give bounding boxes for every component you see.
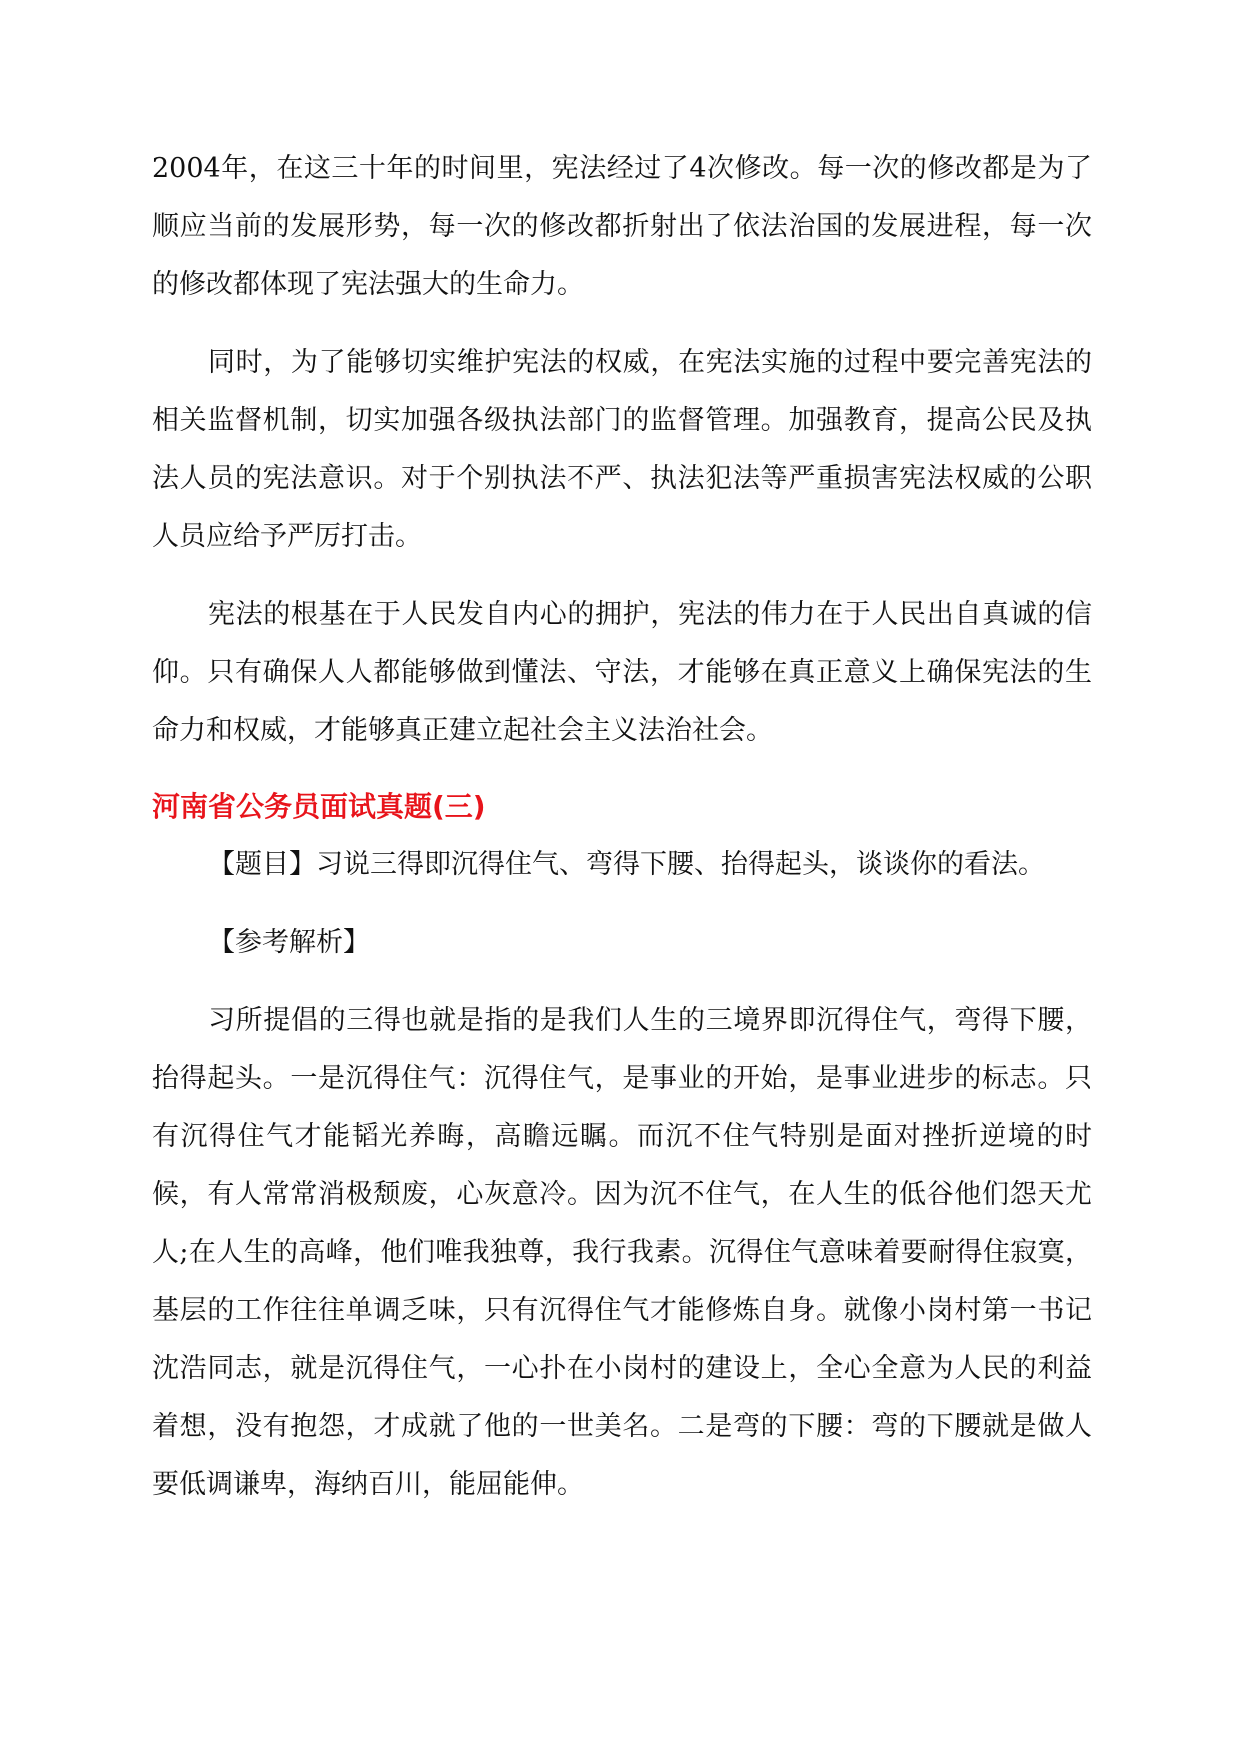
paragraph-supervision-mechanism: 同时，为了能够切实维护宪法的权威，在宪法实施的过程中要完善宪法的相关监督机制，切实加强各级执法部门的监督管理。加强教育，提高公民及执法人员的宪法意识。对于个别执法不严、执法犯法等严重损害宪法权威的公职人员应给予严厉打击。 — [152, 347, 1092, 552]
paragraph-constitution-foundation: 宪法的根基在于人民发自内心的拥护，宪法的伟力在于人民出自真诚的信仰。只有确保人人都能够做到懂法、守法，才能够在真正意义上确保宪法的生命力和权威，才能够真正建立起社会主义法治社会。 — [152, 599, 1092, 746]
document-body — [152, 140, 1092, 1514]
paragraph-constitution-amendments: 2004年，在这三十年的时间里，宪法经过了4次修改。每一次的修改都是为了顺应当前的发展形势，每一次的修改都折射出了依法治国的发展进程，每一次的修改都体现了宪法强大的生命力。 — [152, 153, 1092, 300]
section-heading: 河南省公务员面试真题(三) — [152, 790, 486, 823]
question-paragraph: 【题目】习说三得即沉得住气、弯得下腰、抬得起头，谈谈你的看法。 — [208, 849, 1045, 880]
analysis-paragraph: 习所提倡的三得也就是指的是我们人生的三境界即沉得住气，弯得下腰，抬得起头。一是沉得住气：沉得住气，是事业的开始，是事业进步的标志。只有沉得住气才能韬光养晦，高瞻远瞩。而沉不住气特别是面对挫折逆境的时候，有人常常消极颓废，心灰意冷。因为沉不住气，在人生的低谷他们怨天尤人;在人生的高峰，他们唯我独尊，我行我素。沉得住气意味着要耐得住寂寞，基层的工作往往单调乏味，只有沉得住气才能修炼自身。就像小岗村第一书记沈浩同志，就是沉得住气，一心扑在小岗村的建设上，全心全意为人民的利益着想，没有抱怨，才成就了他的一世美名。二是弯的下腰：弯的下腰就是做人要低调谦卑，海纳百川，能屈能伸。 — [152, 1005, 1092, 1500]
reference-analysis-label: 【参考解析】 — [208, 927, 370, 958]
